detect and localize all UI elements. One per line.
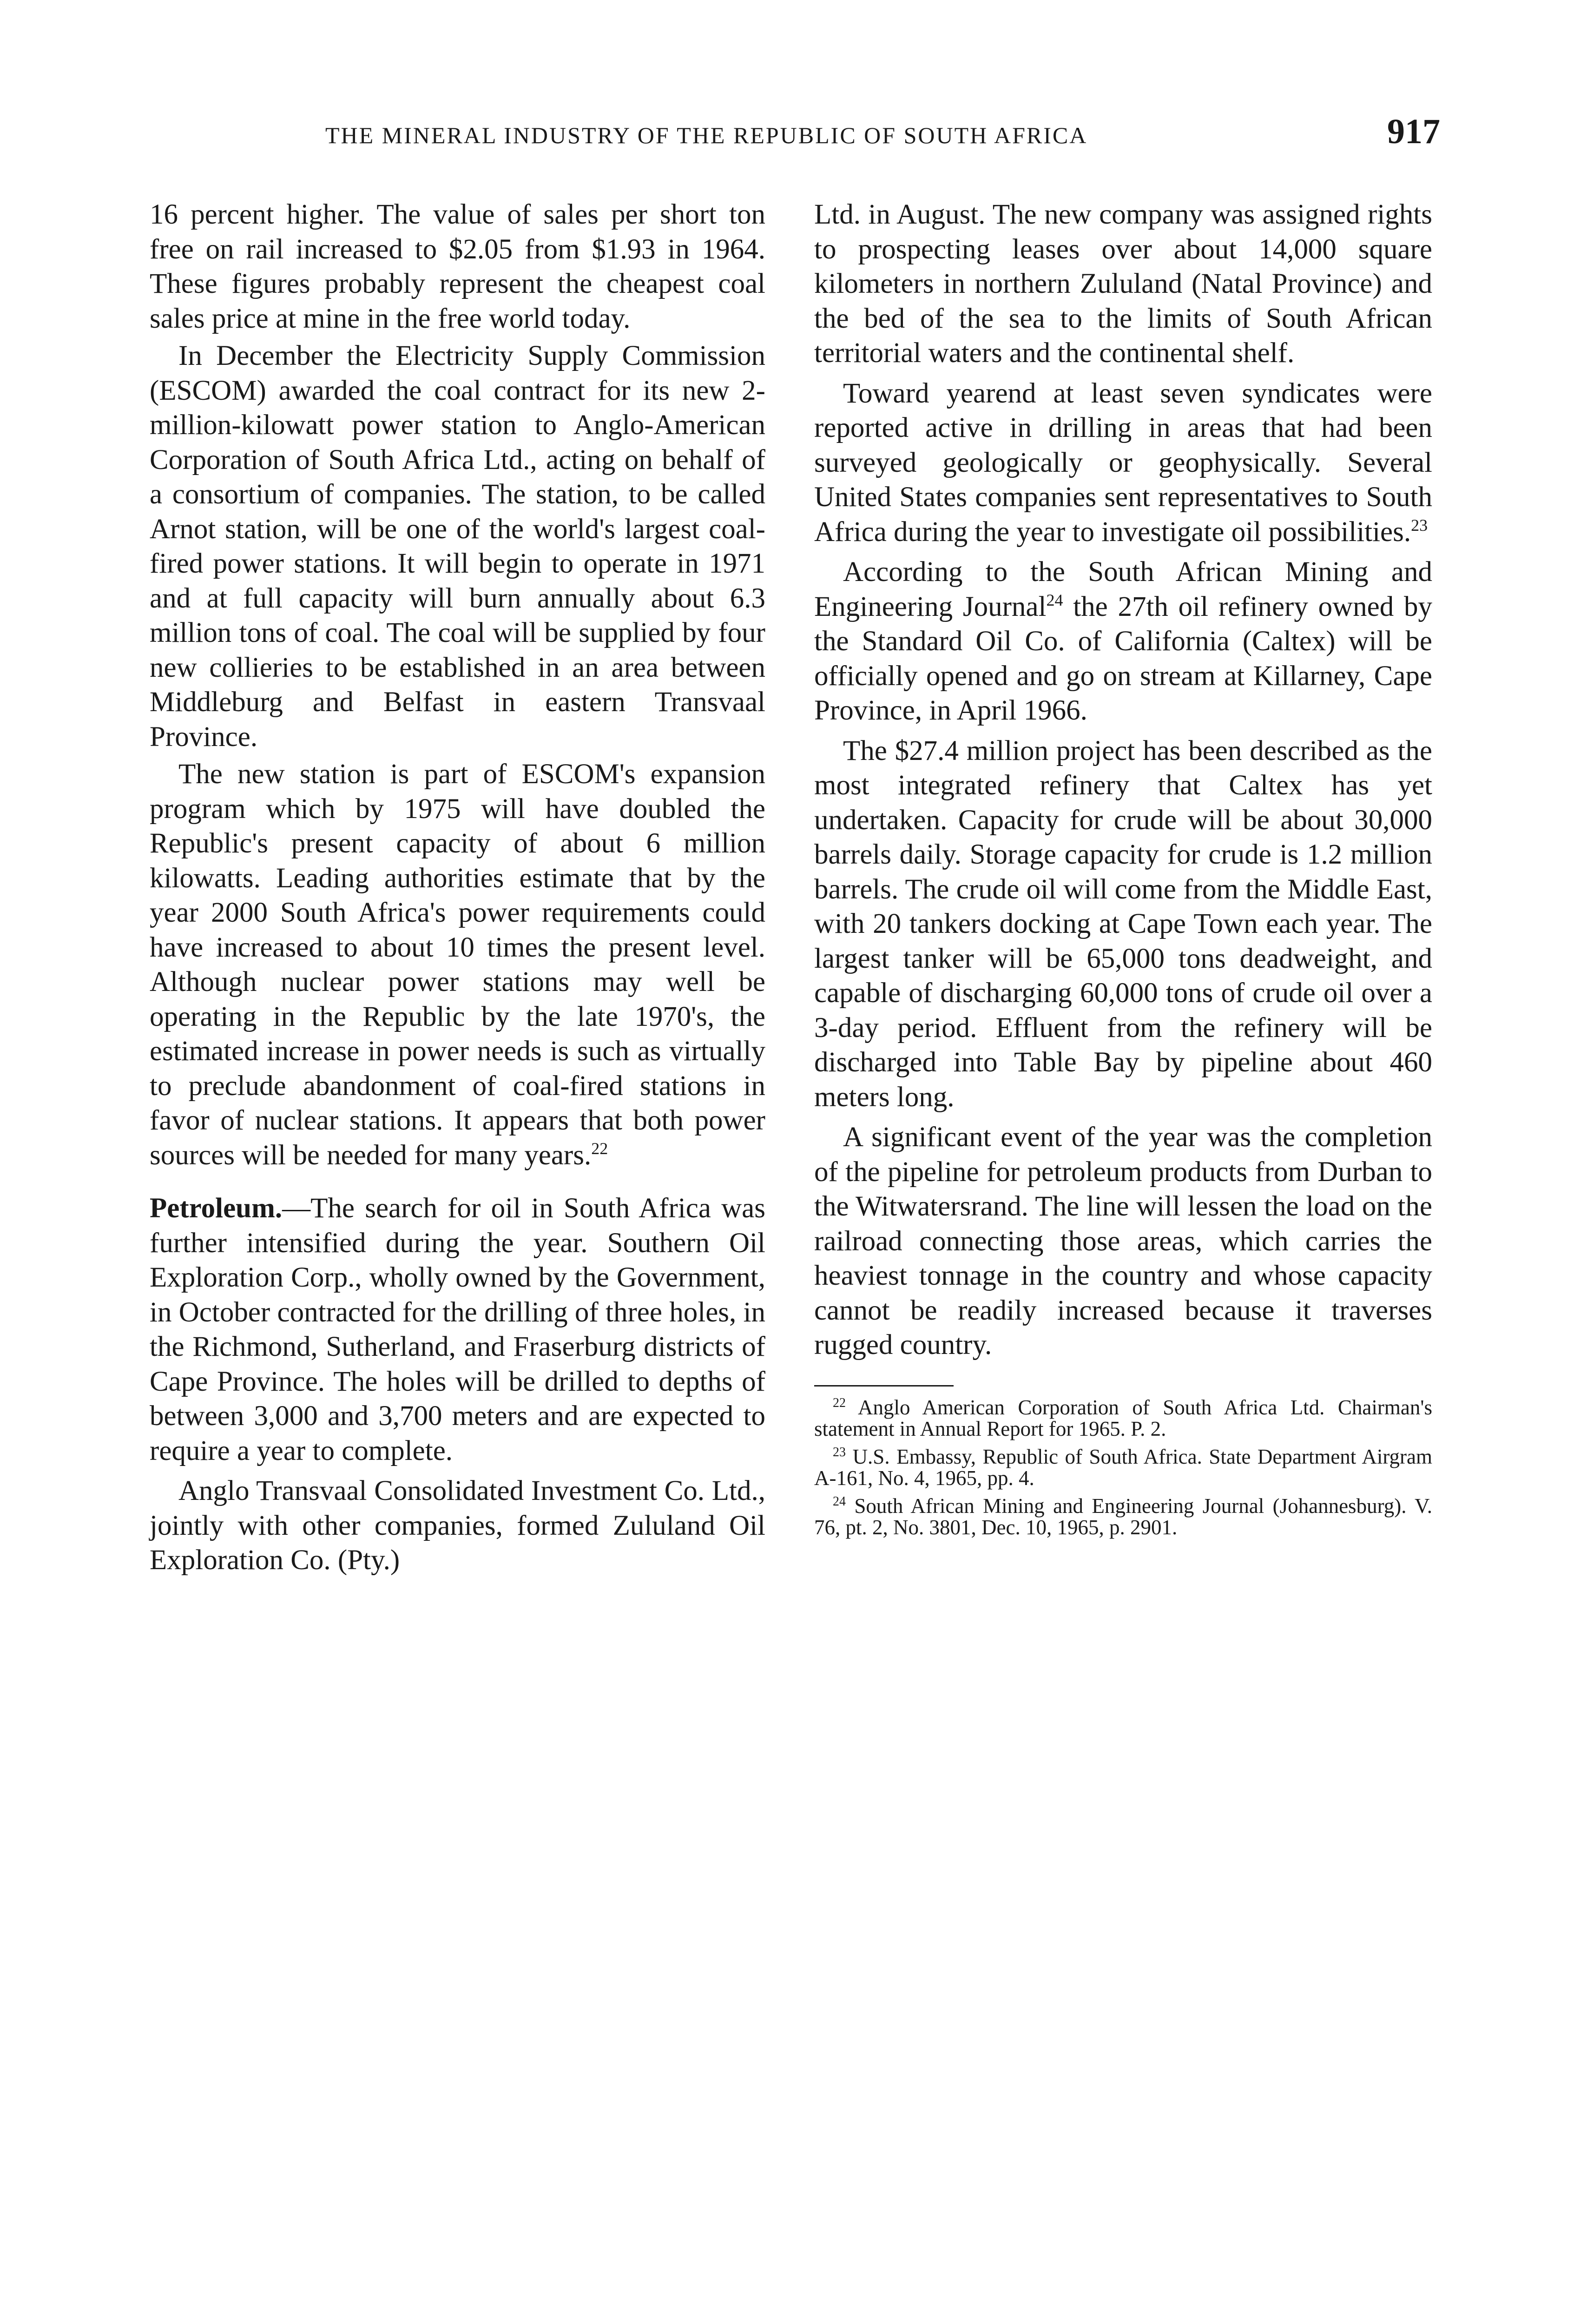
paragraph-coal-price: 16 percent higher. The value of sales per short ton free on rail increased to $2.05 from $1.93 in 1964. These figures probably represent the cheapest coal sales price at mine in the free world today.	[150, 199, 765, 334]
footnotes	[814, 1397, 1432, 1538]
paragraph-refinery-project: The $27.4 million project has been described as the most integrated refinery that Caltex has yet undertaken. Capacity for crude will be about 30,000 barrels daily. Storage capacity for crude is 1.2 million barrels. The crude oil will come from the Middle East, with 20 tankers docking at Cape Town each year. The largest tanker will be 65,000 tons deadweight, and capable of discharging 60,000 tons of crude oil over a 3-day period. Effluent from the refinery will be discharged into Table Bay by pipeline about 460 meters long.	[814, 735, 1432, 1113]
footnote-text: Anglo American Corporation of South Africa Ltd. Chairman's statement in Annual Report for 1965. P. 2.	[814, 1395, 1432, 1440]
left-column	[150, 198, 765, 1578]
running-head: THE MINERAL INDUSTRY OF THE REPUBLIC OF SOUTH AFRICA	[325, 122, 1088, 148]
paragraph-text: —The search for oil in South Africa was further intensified during the year. Southern Oil Exploration Corp., wholly owned by the Government, in October contracted for the drilling of three holes, in the Richmond, Sutherland, and Fraserburg districts of Cape Province. The holes will be drilled to depths of between 3,000 and 3,700 meters and are expected to require a year to complete.	[150, 1193, 765, 1466]
footnote-number: 23	[833, 1445, 846, 1459]
paragraph-pipeline: A significant event of the year was the completion of the pipeline for petroleum products from Durban to the Witwatersrand. The line will lessen the load on the railroad connecting those areas, which carries the heaviest tonnage in the country and whose capacity cannot be readily increased because it traverses rugged country.	[814, 1122, 1432, 1360]
paragraph-text: According to the South African Mining and Engineering Journal	[814, 556, 1432, 622]
footnote-ref-22: 22	[591, 1139, 608, 1158]
section-heading-petroleum: Petroleum.	[150, 1193, 283, 1224]
paragraph-zululand-oil: Anglo Transvaal Consolidated Investment Co. Ltd., jointly with other companies, formed Zululand Oil Exploration Co. (Pty.)	[150, 1475, 765, 1576]
footnote-22	[814, 1397, 1432, 1439]
footnote-ref-23: 23	[1411, 515, 1428, 535]
paragraph-text: The new station is part of ESCOM's expansion program which by 1975 will have doubled the Republic's present capacity of about 6 million kilowatts. Leading authorities estimate that by the year 2000 South Africa's power requirements could have increased to about 10 times the present level. Although nuclear power stations may well be operating in the Republic by the late 1970's, the estimated increase in power needs is such as virtually to preclude abandonment of coal-fired stations in favor of nuclear stations. It appears that both power sources will be needed for many years.	[150, 759, 765, 1171]
footnote-number: 22	[833, 1395, 846, 1410]
footnote-text: U.S. Embassy, Republic of South Africa. State Department Airgram A-161, No. 4, 1965, pp. 4.	[814, 1445, 1433, 1490]
footnote-text: South African Mining and Engineering Journal (Johannesburg). V. 76, pt. 2, No. 3801, Dec. 10, 1965, p. 2901.	[814, 1494, 1433, 1539]
paragraph-petroleum	[150, 1191, 765, 1468]
paragraph-text: the 27th oil refinery owned by the Standard Oil Co. of California (Caltex) will be officially opened and go on stream at Killarney, Cape Province, in April 1966.	[814, 591, 1432, 726]
paragraph-text: Toward yearend at least seven syndicates were reported active in drilling in areas that had been surveyed geologically or geophysically. Several United States companies sent representatives to South Africa during the year to investigate oil possibilities.	[814, 377, 1432, 548]
paragraph-refinery	[814, 555, 1432, 728]
footnote-number: 24	[833, 1494, 846, 1509]
paragraph-escom-contract: In December the Electricity Supply Commission (ESCOM) awarded the coal contract for its new 2-million-kilowatt power station to Anglo-American Corporation of South Africa Ltd., acting on behalf of a consortium of companies. The station, to be called Arnot station, will be one of the world's largest coal-fired power stations. It will begin to operate in 1971 and at full capacity will burn annually about 6.3 million tons of coal. The coal will be supplied by four new collieries to be established in an area between Middleburg and Belfast in eastern Transvaal Province.	[150, 340, 765, 753]
paragraph-syndicates	[814, 376, 1432, 550]
paragraph-company-rights: Ltd. in August. The new company was assigned rights to prospecting leases over about 14,000 square kilometers in northern Zululand (Natal Province) and the bed of the sea to the limits of South African territorial waters and the continental shelf.	[814, 199, 1432, 369]
right-column	[814, 198, 1432, 1545]
footnote-ref-24: 24	[1046, 590, 1063, 609]
paragraph-escom-expansion	[150, 757, 765, 1173]
footnote-divider	[814, 1385, 954, 1386]
footnote-24	[814, 1495, 1432, 1538]
footnote-23	[814, 1446, 1432, 1489]
page-number: 917	[1387, 112, 1440, 151]
